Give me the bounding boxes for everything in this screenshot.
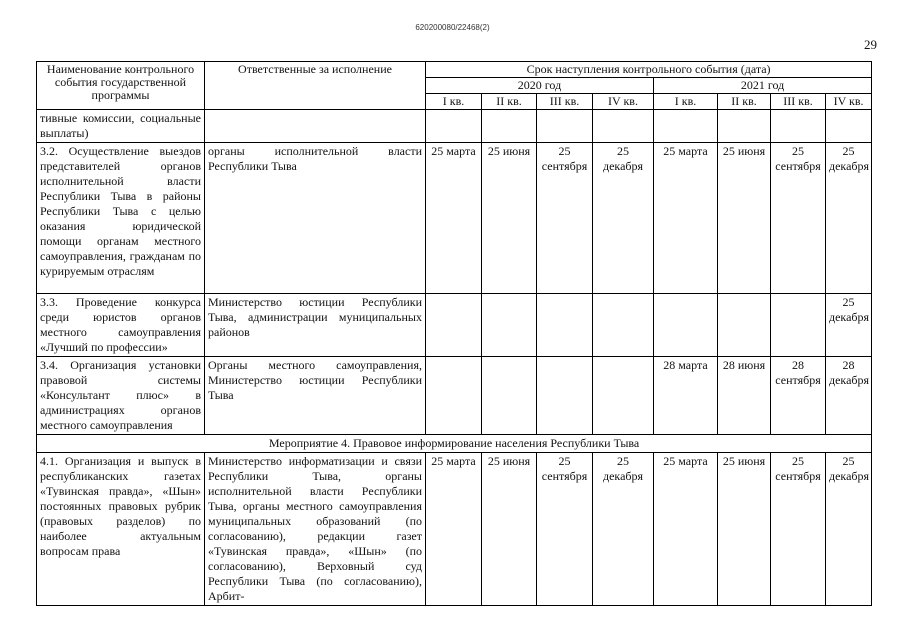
- date-cell: 25 сентября: [771, 453, 826, 606]
- date-cell: 25 декабря: [826, 143, 872, 294]
- date-cell: [426, 110, 482, 143]
- event-name-cell: 4.1. Организация и выпуск в республиканских газетах «Тувинская правда», «Шын» постоянных правовых рубрик (правовых разделов) по наиболее актуальным вопросам права: [37, 453, 205, 606]
- header-year-2020: 2020 год: [426, 78, 654, 94]
- date-cell: 25 декабря: [593, 453, 654, 606]
- responsible-cell: Министерство юстиции Республики Тыва, администрации муниципальных районов: [205, 294, 426, 357]
- date-cell: [593, 357, 654, 435]
- header-event-name: Наименование контрольного события государственной программы: [37, 62, 205, 110]
- header-deadline: Срок наступления контрольного события (дата): [426, 62, 872, 78]
- date-cell: 25 сентября: [771, 143, 826, 294]
- header-quarter: I кв.: [654, 94, 718, 110]
- date-cell: [654, 110, 718, 143]
- header-quarter: IV кв.: [593, 94, 654, 110]
- date-cell: 25 июня: [718, 453, 771, 606]
- event-name-cell: 3.3. Проведение конкурса среди юристов органов местного самоуправления «Лучший по профессии»: [37, 294, 205, 357]
- date-cell: 25 марта: [426, 143, 482, 294]
- responsible-cell: Органы местного самоуправления, Министерство юстиции Республики Тыва: [205, 357, 426, 435]
- header-quarter: III кв.: [537, 94, 593, 110]
- date-cell: 25 марта: [654, 143, 718, 294]
- section-title: Мероприятие 4. Правовое информирование населения Республики Тыва: [37, 435, 872, 453]
- date-cell: 25 сентября: [537, 453, 593, 606]
- date-cell: 28 марта: [654, 357, 718, 435]
- date-cell: [537, 110, 593, 143]
- date-cell: [771, 294, 826, 357]
- event-name-cell: 3.2. Осуществление выездов представителей органов исполнительной власти Республики Тыва в районы Республики Тыва с целью оказания юридической помощи органам местного самоуправления, гражданам по курируемым отраслям: [37, 143, 205, 294]
- date-cell: [537, 294, 593, 357]
- date-cell: [718, 294, 771, 357]
- date-cell: 25 декабря: [826, 294, 872, 357]
- date-cell: [482, 110, 537, 143]
- date-cell: 25 марта: [654, 453, 718, 606]
- date-cell: 25 июня: [482, 453, 537, 606]
- date-cell: [537, 357, 593, 435]
- page-number: 29: [864, 37, 877, 52]
- event-name-cell: тивные комиссии, социальные выплаты): [37, 110, 205, 143]
- table-row: [37, 110, 872, 143]
- event-name-cell: 3.4. Организация установки правовой системы «Консультант плюс» в администрациях органов местного самоуправления: [37, 357, 205, 435]
- date-cell: [426, 294, 482, 357]
- date-cell: 28 декабря: [826, 357, 872, 435]
- date-cell: 25 декабря: [593, 143, 654, 294]
- date-cell: [654, 294, 718, 357]
- document-id: 620200080/22468(2): [415, 23, 490, 32]
- date-cell: [593, 110, 654, 143]
- responsible-cell: органы исполнительной власти Республики Тыва: [205, 143, 426, 294]
- header-quarter: II кв.: [482, 94, 537, 110]
- table-row: [37, 143, 872, 294]
- date-cell: [593, 294, 654, 357]
- table-row: [37, 294, 872, 357]
- responsible-cell: Министерство информатизации и связи Республики Тыва, органы исполнительной власти Республики Тыва, органы местного самоуправления муниципальных образований (по согласованию), редакции газет «Тувинская правда», «Шын» (по согласованию), Верховный суд Республики Тыва (по согласованию), Арбит-: [205, 453, 426, 606]
- date-cell: 28 июня: [718, 357, 771, 435]
- date-cell: 28 сентября: [771, 357, 826, 435]
- control-events-table: [36, 61, 872, 606]
- date-cell: 25 декабря: [826, 453, 872, 606]
- date-cell: [771, 110, 826, 143]
- date-cell: [826, 110, 872, 143]
- table-row: [37, 453, 872, 606]
- header-quarter: I кв.: [426, 94, 482, 110]
- date-cell: [718, 110, 771, 143]
- date-cell: 25 июня: [718, 143, 771, 294]
- header-quarter: II кв.: [718, 94, 771, 110]
- date-cell: [426, 357, 482, 435]
- date-cell: 25 июня: [482, 143, 537, 294]
- table-header-row-1: [37, 62, 872, 78]
- date-cell: [482, 294, 537, 357]
- date-cell: [482, 357, 537, 435]
- header-responsible: Ответственные за исполнение: [205, 62, 426, 110]
- header-year-2021: 2021 год: [654, 78, 872, 94]
- date-cell: 25 сентября: [537, 143, 593, 294]
- section-row: [37, 435, 872, 453]
- table-row: [37, 357, 872, 435]
- header-quarter: III кв.: [771, 94, 826, 110]
- header-quarter: IV кв.: [826, 94, 872, 110]
- date-cell: 25 марта: [426, 453, 482, 606]
- responsible-cell: [205, 110, 426, 143]
